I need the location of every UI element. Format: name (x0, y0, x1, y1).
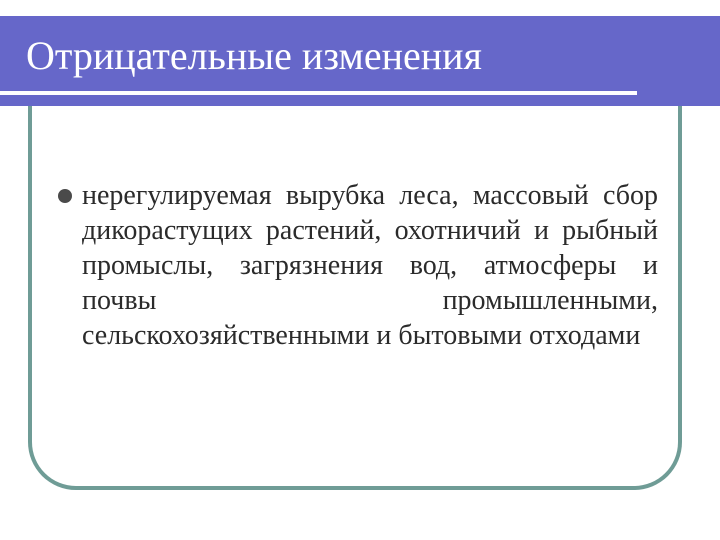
bullet-text: нерегулируемая вырубка леса, массовый сбор дикорастущих растений, охотничий и рыбный промыслы, загрязнения вод, атмосферы и почвы промышленными, сельскохозяйственными и бытовыми отходами (82, 180, 658, 351)
slide-title: Отрицательные изменения (26, 33, 482, 78)
bullet-item (58, 178, 658, 353)
bullet-icon (58, 189, 72, 203)
title-underline (0, 91, 637, 95)
bullet-list (58, 178, 658, 353)
